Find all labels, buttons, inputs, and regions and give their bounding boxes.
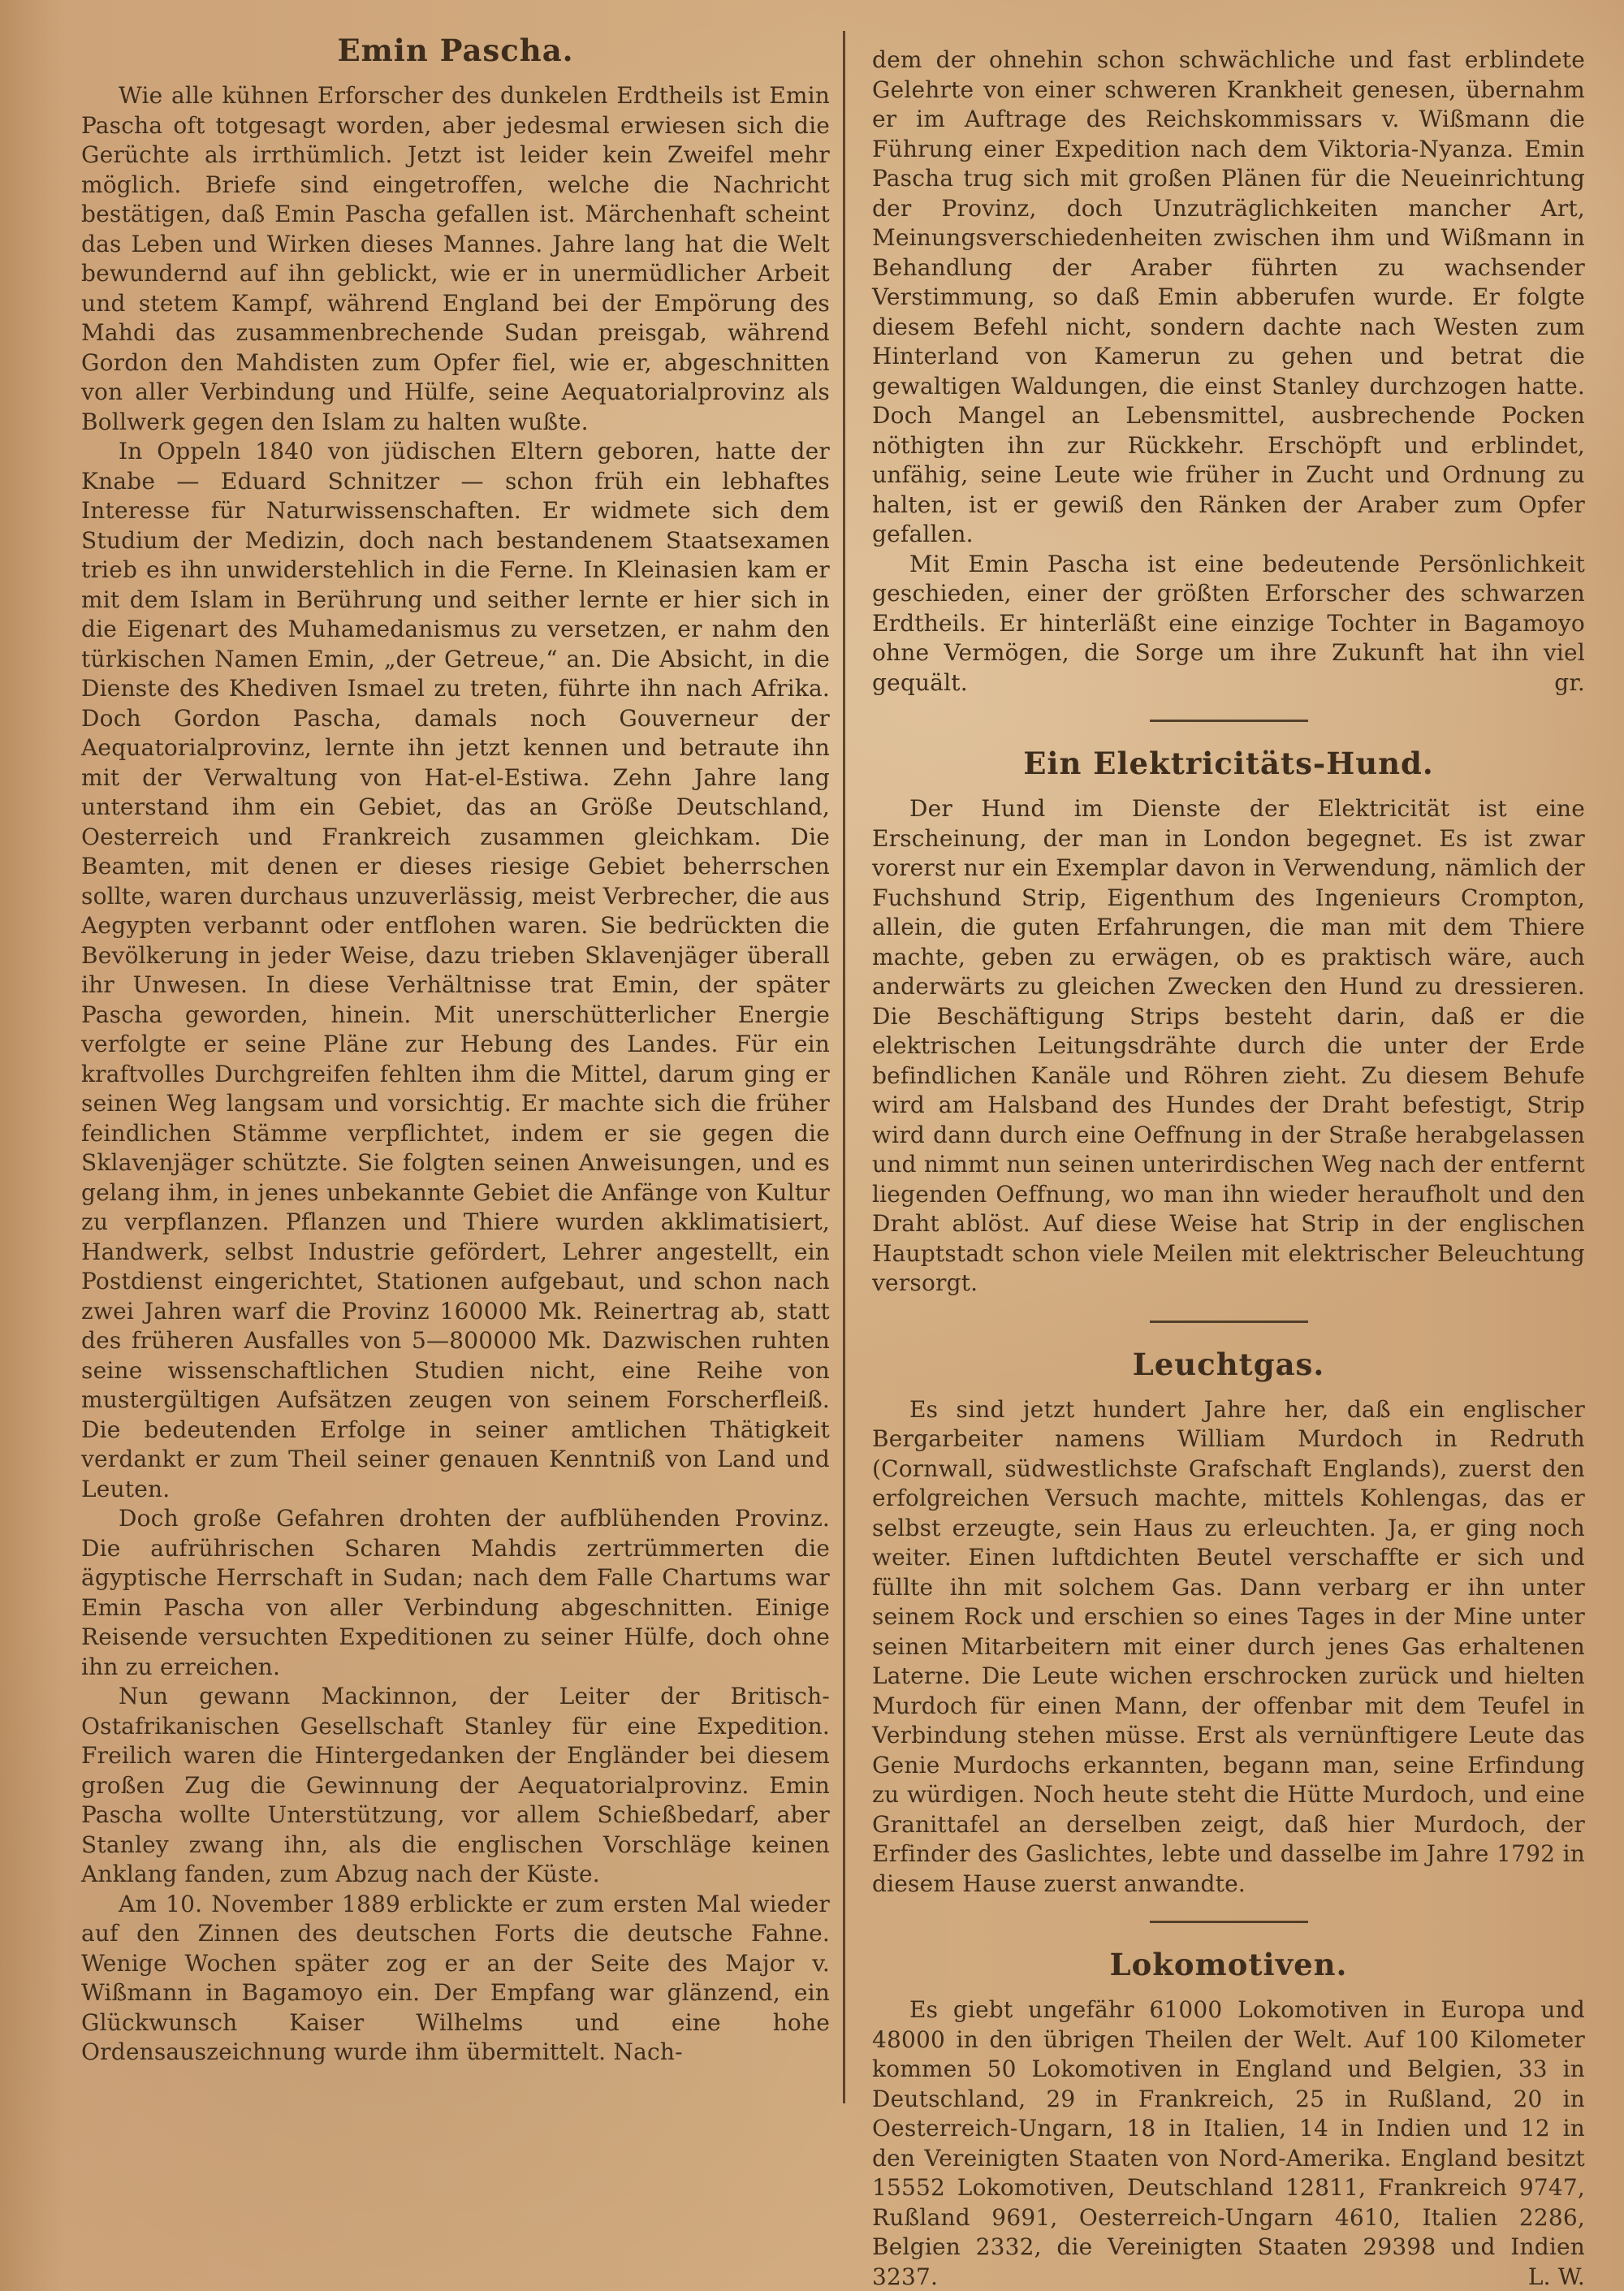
paragraph: Nun gewann Mackinnon, der Leiter der Britisch-Ostafrikanischen Gesellschaft Stanley für eine Expedition. Freilich waren die Hintergedanken der Engländer bei diesem großen Zug die Gewinnung der Aequatorialprovinz. Emin Pascha wollte Unterstützung, vor allem Schießbedarf, aber Stanley zwang ihn, als die englischen Vorschläge keinen Anklang fanden, zum Abzug nach der Küste. [81, 1683, 830, 1887]
author-initials-gr: gr. [1554, 668, 1585, 696]
paragraph-continuation: dem der ohnehin schon schwächliche und fast erblindete Gelehrte von einer schweren Krankheit genesen, übernahm er im Auftrage des Reichskommissars v. Wißmann die Führung einer Expedition nach dem Viktoria-Nyanza. Emin Pascha trug sich mit großen Plänen für die Neueinrichtung der Provinz, doch Unzuträglichkeiten mancher Art, Meinungsverschiedenheiten zwischen ihm und Wißmann in Behandlung der Araber führten zu wachsender Verstimmung, so daß Emin abberufen wurde. Er folgte diesem Befehl nicht, sondern dachte nach Westen zum Hinterland von Kamerun zu gehen und betrat die gewaltigen Waldungen, die einst Stanley durchzogen hatte. Doch Mangel an Lebensmittel, ausbrechende Pocken nöthigten ihn zur Rückkehr. Erschöpft und erblindet, unfähig, seine Leute wie früher in Zucht und Ordnung zu halten, ist er gewiß den Ränken der Araber zum Opfer gefallen. [872, 46, 1585, 547]
article-title-emin-pascha: Emin Pascha. [337, 32, 574, 68]
article-separator-rule [1150, 1921, 1308, 1923]
paragraph-text: Es giebt ungefähr 61000 Lokomotiven in Europa und 48000 in den übrigen Theilen der Welt. Auf 100 Kilometer kommen 50 Lokomotiven in England und Belgien, 33 in Deutschland, 29 in Frankreich, 25 in Rußland, 20 in Oesterreich-Ungarn, 18 in Italien, 14 in Indien und 12 in den Vereinigten Staaten von Nord-Amerika. England besitzt 15552 Lokomotiven, Deutschland 12811, Frankreich 9747, Rußland 9691, Oesterreich-Ungarn 4610, Italien 2286, Belgien 2332, die Vereinigten Staaten 29398 und Indien 3237. [872, 1996, 1585, 2290]
article-title-lokomotiven: Lokomotiven. [1109, 1947, 1348, 1982]
paragraph: Der Hund im Dienste der Elektricität ist eine Erscheinung, der man in London begegnet. Es ist zwar vorerst nur ein Exemplar davon in Verwendung, nämlich der Fuchshund Strip, Eigenthum des Ingenieurs Crompton, allein, die guten Erfahrungen, die man mit dem Thiere machte, geben zu erwägen, ob es praktisch wäre, auch anderwärts zu gleichen Zwecken den Hund zu dressieren. Die Beschäftigung Strips besteht darin, daß er die elektrischen Leitungsdrähte durch die unter der Erde befindlichen Kanäle und Röhren zieht. Zu diesem Behufe wird am Halsband des Hundes der Draht befestigt, Strip wird dann durch eine Oeffnung in der Straße herabgelassen und nimmt nun seinen unterirdischen Weg nach der entfernt liegenden Oeffnung, wo man ihn wieder heraufholt und den Draht ablöst. Auf diese Weise hat Strip in der englischen Hauptstadt schon viele Meilen mit elektrischer Beleuchtung versorgt. [872, 795, 1585, 1296]
paragraph: Am 10. November 1889 erblickte er zum ersten Mal wieder auf den Zinnen des deutschen Forts die deutsche Fahne. Wenige Wochen später zog er an der Seite des Major v. Wißmann in Bagamoyo ein. Der Empfang war glänzend, ein Glückwunsch Kaiser Wilhelms und eine hohe Ordensauszeichnung wurde ihm übermittelt. Nach- [81, 1890, 830, 2065]
paragraph: Es sind jetzt hundert Jahre her, daß ein englischer Bergarbeiter namens William Murdoch in Redruth (Cornwall, südwestlichste Grafschaft Englands), zuerst den erfolgreichen Versuch machte, mittels Kohlengas, das er selbst erzeugte, sein Haus zu erleuchten. Ja, er ging noch weiter. Einen luftdichten Beutel verschaffte er sich und füllte ihn mit solchem Gas. Dann verbarg er ihn unter seinem Rock und erschien so eines Tages in der Mine unter seinen Mitarbeitern mit einer durch jenes Gas erhaltenen Laterne. Die Leute wichen erschrocken zurück und hielten Murdoch für einen Mann, der offenbar mit dem Teufel in Verbindung stehen müsse. Erst als vernünftigere Leute das Genie Murdochs erkannten, begann man, seine Erfindung zu würdigen. Noch heute steht die Hütte Murdoch, und eine Granittafel an derselben zeigt, daß hier Murdoch, der Erfinder des Gaslichtes, lebte und dasselbe im Jahre 1792 in diesem Hause zuerst anwandte. [872, 1395, 1585, 1897]
paragraph [872, 1995, 1585, 2291]
column-divider-rule [843, 31, 845, 2103]
right-column [872, 45, 1585, 2291]
left-column [81, 32, 830, 2068]
author-initials-lw: L. W. [1527, 2263, 1585, 2290]
paragraph-continuation [872, 550, 1585, 698]
article-separator-rule [1150, 1321, 1308, 1323]
paragraph: Doch große Gefahren drohten der aufblühenden Provinz. Die aufrührischen Scharen Mahdis zertrümmerten die ägyptische Herrschaft in Sudan; nach dem Falle Chartums war Emin Pascha von aller Verbindung abgeschnitten. Einige Reisende versuchten Expeditionen zu seiner Hülfe, doch ohne ihn zu erreichen. [81, 1505, 830, 1680]
article-title-leuchtgas: Leuchtgas. [1132, 1346, 1325, 1382]
paragraph: Wie alle kühnen Erforscher des dunkelen Erdtheils ist Emin Pascha oft totgesagt worden, aber jedesmal erwiesen sich die Gerüchte als irrthümlich. Jetzt ist leider kein Zweifel mehr möglich. Briefe sind eingetroffen, welche die Nachricht bestätigen, daß Emin Pascha gefallen ist. Märchenhaft scheint das Leben und Wirken dieses Mannes. Jahre lang hat die Welt bewundernd auf ihn geblickt, wie er in unermüdlicher Arbeit und stetem Kampf, während England bei der Empörung des Mahdi das zusammenbrechende Sudan preisgab, während Gordon den Mahdisten zum Opfer fiel, wie er, abgeschnitten von aller Verbindung und Hülfe, seine Aequatorialprovinz als Bollwerk gegen den Islam zu halten wußte. [81, 82, 830, 435]
paragraph: In Oppeln 1840 von jüdischen Eltern geboren, hatte der Knabe — Eduard Schnitzer — schon früh ein lebhaftes Interesse für Naturwissenschaften. Er widmete sich dem Studium der Medizin, doch nach bestandenem Staatsexamen trieb es ihn unwiderstehlich in die Ferne. In Kleinasien kam er mit dem Islam in Berührung und seither lernte er hier sich in die Eigenart des Muhamedanismus zu versetzen, er nahm den türkischen Namen Emin, „der Getreue,“ an. Die Absicht, in die Dienste des Khediven Ismael zu treten, führte ihn nach Afrika. Doch Gordon Pascha, damals noch Gouverneur der Aequatorialprovinz, lernte ihn jetzt kennen und betraute ihn mit der Verwaltung von Hat-el-Estiwa. Zehn Jahre lang unterstand ihm ein Gebiet, das an Größe Deutschland, Oesterreich und Frankreich zusammen gleichkam. Die Beamten, mit denen er dieses riesige Gebiet beherrschen sollte, waren durchaus unzuverlässig, meist Verbrecher, die aus Aegypten verbannt oder entflohen waren. Sie bedrückten die Bevölkerung in jeder Weise, dazu trieben Sklavenjäger überall ihr Unwesen. In diese Verhältnisse trat Emin, der später Pascha geworden, hinein. Mit unerschütterlicher Energie verfolgte er seine Pläne zur Hebung des Landes. Für ein kraftvolles Durchgreifen fehlten ihm die Mittel, darum ging er seinen Weg langsam und vorsichtig. Er machte sich die früher feindlichen Stämme verpflichtet, indem er sie gegen die Sklavenjäger schützte. Sie folgten seinen Anweisungen, und es gelang ihm, in jenes unbekannte Gebiet die Anfänge von Kultur zu verpflanzen. Pflanzen und Thiere wurden akklimatisiert, Handwerk, selbst Industrie gefördert, Lehrer angestellt, ein Postdienst eingerichtet, Stationen aufgebaut, und schon nach zwei Jahren warf die Provinz 160000 Mk. Reinertrag ab, statt des früheren Ausfalles von 5—800000 Mk. Dazwischen ruhten seine wissenschaftlichen Studien nicht, eine Reihe von mustergültigen Aufsätzen zeugen von seinem Forscherfleiß. Die bedeutenden Erfolge in seiner amtlichen Thätigkeit verdankt er zum Theil seiner genauen Kenntniß von Land und Leuten. [81, 438, 830, 1502]
article-title-elektricitaets-hund: Ein Elektricitäts-Hund. [1023, 746, 1434, 781]
paragraph-text: Mit Emin Pascha ist eine bedeutende Persönlichkeit geschieden, einer der größten Erforscher des schwarzen Erdtheils. Er hinterläßt eine einzige Tochter in Bagamoyo ohne Vermögen, die Sorge um ihre Zukunft hat ihn viel gequält. [872, 550, 1585, 696]
article-separator-rule [1150, 720, 1308, 722]
